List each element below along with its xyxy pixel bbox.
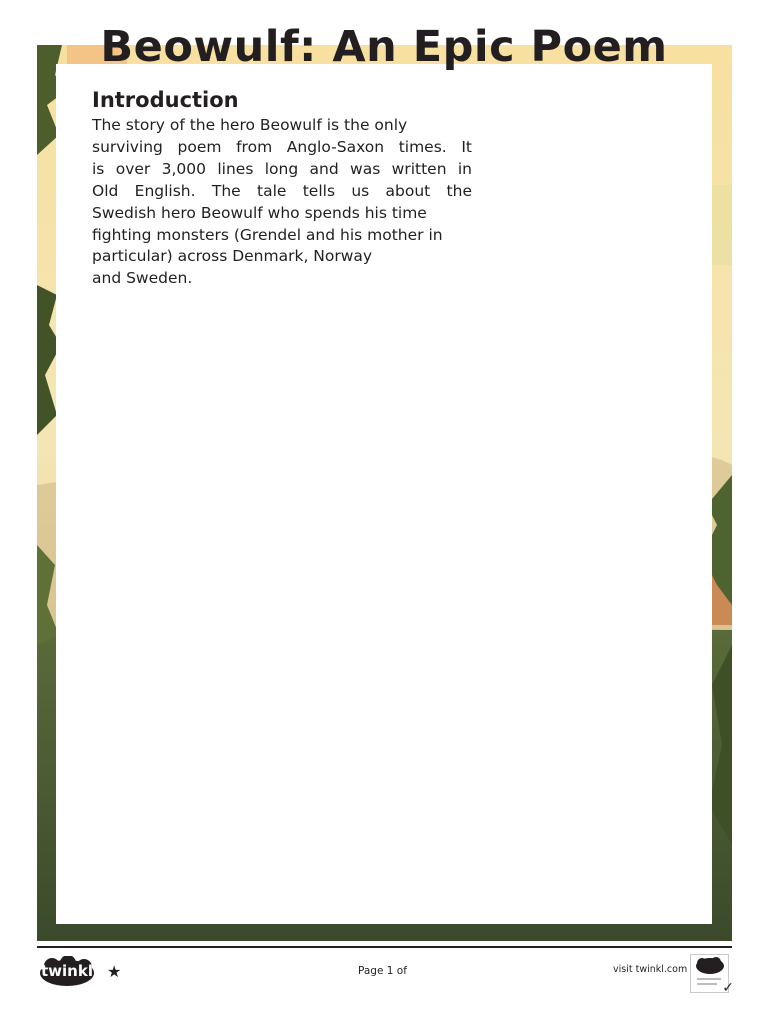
twinkl-logo[interactable] bbox=[38, 956, 96, 988]
paragraph-line: Old English. The tale tells us about the bbox=[92, 181, 472, 200]
paragraph-line: fighting monsters (Grendel and his mother in bbox=[92, 225, 443, 244]
paragraph-line: particular) across Denmark, Norway bbox=[92, 247, 373, 266]
check-icon: ✓ bbox=[722, 980, 734, 996]
footer-divider bbox=[37, 946, 732, 948]
paragraph-line: and Sweden. bbox=[92, 269, 193, 288]
intro-paragraph bbox=[92, 115, 472, 290]
visit-link[interactable]: visit twinkl.com bbox=[613, 964, 688, 975]
star-icon[interactable]: ★ bbox=[107, 962, 122, 981]
logo-text: twinkl bbox=[41, 962, 93, 980]
paragraph-line: The story of the hero Beowulf is the only bbox=[92, 116, 408, 134]
paragraph-line: is over 3,000 lines long and was written in bbox=[92, 159, 472, 178]
document-title: Beowulf: An Epic Poem bbox=[100, 22, 668, 72]
page-number: Page 1 of bbox=[358, 965, 407, 977]
paragraph-line: surviving poem from Anglo-Saxon times. It bbox=[92, 137, 472, 156]
quality-badge-icon bbox=[690, 954, 732, 994]
paragraph-line: Swedish hero Beowulf who spends his time bbox=[92, 203, 427, 222]
section-heading: Introduction bbox=[92, 88, 239, 112]
